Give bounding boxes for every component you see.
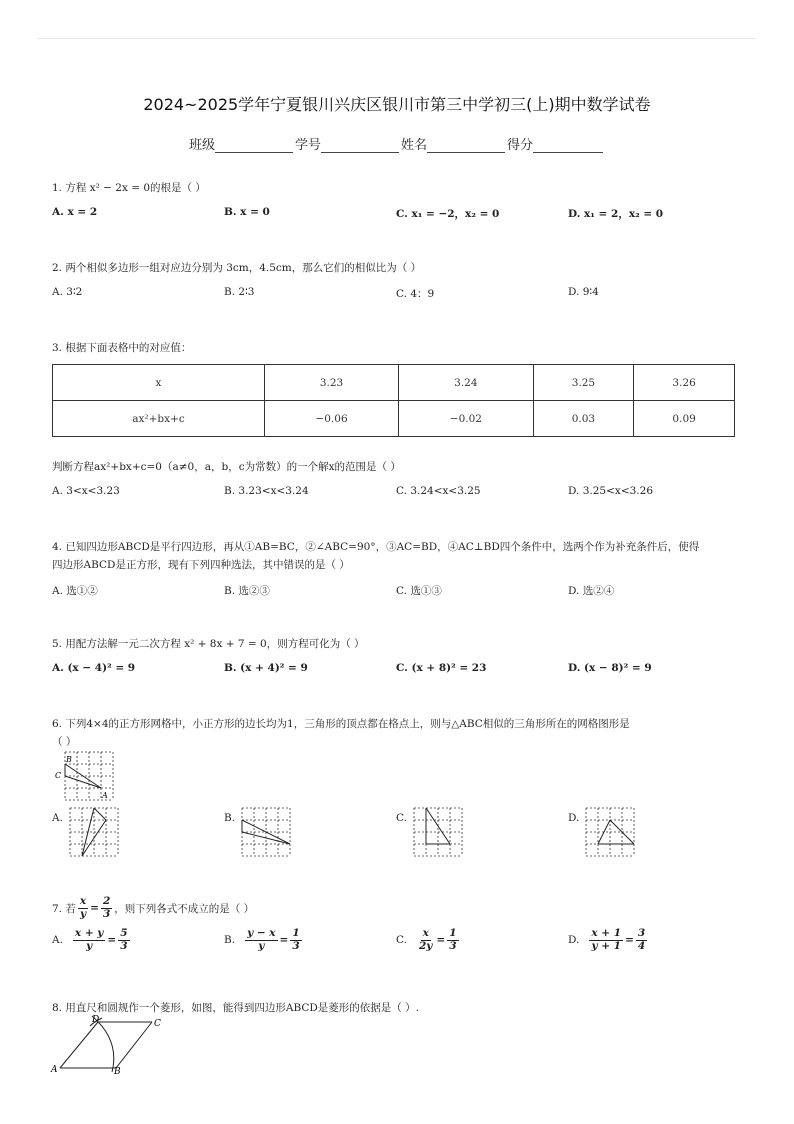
q4-option-d[interactable]: D. 选②④ bbox=[568, 585, 615, 597]
point-b-label: B bbox=[114, 1067, 121, 1076]
table-row bbox=[53, 401, 735, 437]
q3-option-b[interactable]: B. 3.23<x<3.24 bbox=[224, 485, 309, 497]
q1-option-c[interactable]: C. x₁ = −2，x₂ = 0 bbox=[396, 208, 500, 220]
class-field[interactable]: 班级 bbox=[189, 134, 295, 153]
q3-judge-text: 判断方程ax²+bx+c=0（a≠0，a，b，c为常数）的一个解x的范围是（ ） bbox=[52, 461, 401, 473]
question-5: 5. 用配方法解一元二次方程 x² + 8x + 7 = 0，则方程可化为（ ） bbox=[52, 638, 365, 650]
values-table bbox=[52, 364, 735, 437]
table-cell: 0.09 bbox=[634, 401, 735, 437]
q5-option-c[interactable]: C. (x + 8)² = 23 bbox=[396, 662, 487, 674]
q6-option-a[interactable]: A. bbox=[52, 812, 63, 824]
q2-option-b[interactable]: B. 2∶3 bbox=[224, 286, 255, 298]
vertex-a-label: A bbox=[102, 791, 108, 800]
reference-grid-abc bbox=[52, 748, 122, 804]
point-c-label: C bbox=[154, 1019, 161, 1029]
q1-option-a[interactable]: A. x = 2 bbox=[52, 206, 98, 218]
table-cell: 0.03 bbox=[533, 401, 634, 437]
q6-option-c[interactable]: C. bbox=[396, 812, 407, 824]
ratio-fraction: $\frac{x}{y}$ bbox=[79, 895, 87, 920]
q7-option-a[interactable]: A. $\frac{x + y}{y}$ = $\frac{5}{3}$ bbox=[52, 927, 128, 952]
q7-option-d[interactable]: D. $\frac{x + 1}{y + 1}$ = $\frac{3}{4}$ bbox=[568, 927, 646, 952]
question-4-line-1: 4. 已知四边形ABCD是平行四边形，再从①AB=BC，②∠ABC=90°，③AC=BD，④AC⊥BD四个条件中，选两个作为补充条件后，使得 bbox=[52, 541, 700, 553]
q7-option-b[interactable]: B. $\frac{y - x}{y}$ = $\frac{1}{3}$ bbox=[224, 927, 300, 952]
name-field[interactable]: 姓名 bbox=[401, 134, 507, 153]
q7-option-c[interactable]: C. $\frac{x}{2y}$ = $\frac{1}{3}$ bbox=[396, 927, 457, 952]
table-cell: x bbox=[53, 365, 265, 401]
q5-option-b[interactable]: B. (x + 4)² = 9 bbox=[224, 662, 308, 674]
q6-grid-d[interactable] bbox=[584, 806, 636, 858]
question-6-line-2: （ ） bbox=[52, 736, 77, 748]
question-8: 8. 用直尺和圆规作一个菱形，如图，能得到四边形ABCD是菱形的依据是（ ）. bbox=[52, 1002, 419, 1014]
q6-option-b[interactable]: B. bbox=[224, 812, 236, 824]
point-a-label: A bbox=[51, 1065, 58, 1075]
q2-option-a[interactable]: A. 3∶2 bbox=[52, 286, 83, 298]
table-row bbox=[53, 365, 735, 401]
q5-option-a[interactable]: A. (x − 4)² = 9 bbox=[52, 662, 136, 674]
q4-option-b[interactable]: B. 选②③ bbox=[224, 585, 270, 597]
q3-option-a[interactable]: A. 3<x<3.23 bbox=[52, 485, 120, 497]
question-7: 7. 若 $\frac{x}{y}$ = $\frac{2}{3}$ ，则下列各式不成立的是（ ） bbox=[52, 895, 255, 920]
score-field[interactable]: 得分 bbox=[507, 134, 605, 153]
q3-option-d[interactable]: D. 3.25<x<3.26 bbox=[568, 485, 653, 497]
ratio-value-fraction: $\frac{2}{3}$ bbox=[102, 895, 111, 920]
table-cell: −0.02 bbox=[399, 401, 533, 437]
point-d-label: D bbox=[92, 1015, 100, 1025]
table-cell: −0.06 bbox=[264, 401, 398, 437]
vertex-c-label: C bbox=[55, 771, 62, 780]
q6-option-d[interactable]: D. bbox=[568, 812, 580, 824]
q5-option-d[interactable]: D. (x − 8)² = 9 bbox=[568, 662, 652, 674]
q1-option-d[interactable]: D. x₁ = 2，x₂ = 0 bbox=[568, 208, 664, 220]
q6-grid-b[interactable] bbox=[240, 806, 292, 858]
rhombus-construction-figure bbox=[50, 1012, 170, 1076]
q4-option-c[interactable]: C. 选①③ bbox=[396, 585, 442, 597]
table-cell: ax²+bx+c bbox=[53, 401, 265, 437]
q2-option-d[interactable]: D. 9∶4 bbox=[568, 286, 599, 298]
q1-option-b[interactable]: B. x = 0 bbox=[224, 206, 270, 218]
table-cell: 3.23 bbox=[264, 365, 398, 401]
question-3: 3. 根据下面表格中的对应值： bbox=[52, 342, 192, 354]
vertex-b-label: B bbox=[66, 755, 72, 764]
table-cell: 3.24 bbox=[399, 365, 533, 401]
table-cell: 3.25 bbox=[533, 365, 634, 401]
question-6-line-1: 6. 下列4×4的正方形网格中，小正方形的边长均为1，三角形的顶点都在格点上，则与△ABC相似的三角形所在的网格图形是 bbox=[52, 718, 630, 730]
q3-option-c[interactable]: C. 3.24<x<3.25 bbox=[396, 485, 481, 497]
question-1: 1. 方程 x² − 2x = 0的根是（ ） bbox=[52, 182, 206, 194]
page-title: 2024~2025学年宁夏银川兴庆区银川市第三中学初三(上)期中数学试卷 bbox=[143, 95, 651, 114]
question-2: 2. 两个相似多边形一组对应边分别为 3cm，4.5cm，那么它们的相似比为（ ） bbox=[52, 262, 422, 274]
q4-option-a[interactable]: A. 选①② bbox=[52, 585, 98, 597]
question-4-line-2: 四边形ABCD是正方形，现有下列四种选法，其中错误的是（ ） bbox=[52, 559, 350, 571]
q6-grid-a[interactable] bbox=[68, 806, 120, 858]
table-cell: 3.26 bbox=[634, 365, 735, 401]
q6-grid-c[interactable] bbox=[412, 806, 464, 858]
q2-option-c[interactable]: C. 4：9 bbox=[396, 288, 435, 300]
id-field[interactable]: 学号 bbox=[295, 134, 401, 153]
header-rule bbox=[38, 38, 756, 39]
student-info-row bbox=[0, 134, 794, 153]
